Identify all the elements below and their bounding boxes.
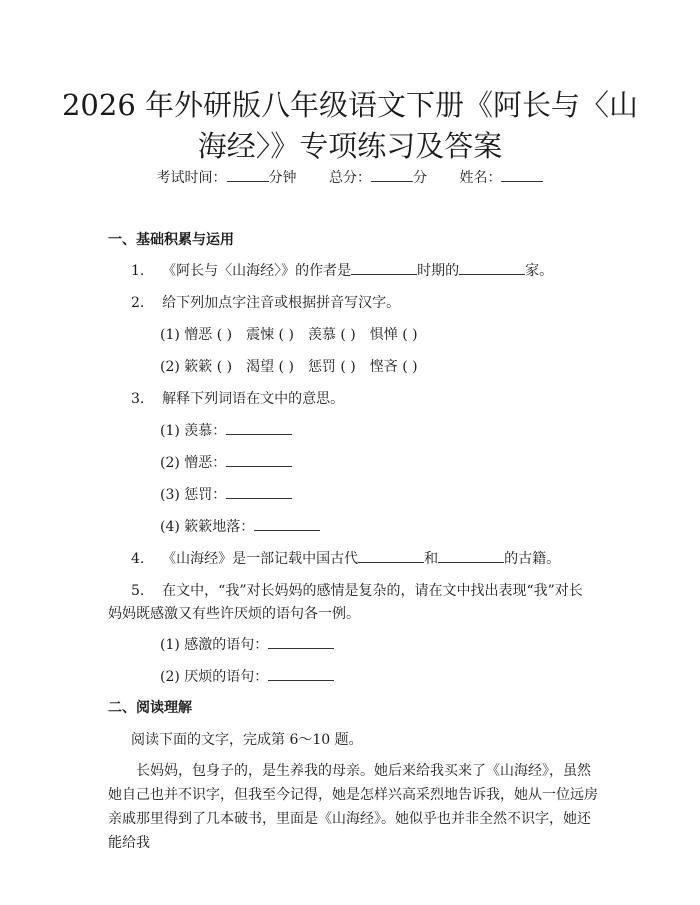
answer-blank[interactable] bbox=[226, 452, 292, 467]
pinyin-row-1 bbox=[160, 324, 432, 346]
pinyin-item: 渴望 ( ) bbox=[246, 359, 294, 375]
reading-passage: 长妈妈，包身子的，是生养我的母亲。她后来给我买来了《山海经》，虽然她自己也并不识字，但我至今记得，她是怎样兴高采烈地告诉我，她从一位远房亲戚那里得到了几本破书，里面是《山海经》。她似乎也并非全然不识字，她还能给我 bbox=[108, 763, 598, 851]
pinyin-item: (2) 簌簌 ( ) bbox=[160, 359, 233, 375]
question-text: 《阿长与〈山海经〉》的作者是 bbox=[162, 263, 352, 279]
definition-label: (3) 惩罚： bbox=[160, 487, 227, 503]
section-heading-basics: 一、基础积累与运用 bbox=[108, 232, 234, 248]
time-blank[interactable] bbox=[227, 167, 269, 182]
reading-intro: 阅读下面的文字，完成第 6～10 题。 bbox=[131, 732, 363, 748]
definition-item bbox=[160, 484, 292, 506]
question-4 bbox=[131, 548, 560, 570]
definition-item bbox=[160, 516, 320, 538]
answer-blank[interactable] bbox=[226, 484, 292, 499]
score-label: 总分： bbox=[329, 170, 371, 186]
time-unit: 分钟 bbox=[268, 170, 297, 186]
example-item bbox=[160, 666, 334, 688]
question-text: 时期的 bbox=[417, 263, 460, 279]
question-number: 2. bbox=[131, 295, 145, 311]
pinyin-item: 惩罚 ( ) bbox=[307, 359, 356, 375]
question-text: 解释下列词语在文中的意思。 bbox=[162, 391, 345, 407]
example-label: (2) 厌烦的语句： bbox=[160, 669, 269, 685]
question-number: 1. bbox=[131, 263, 145, 279]
question-number: 3. bbox=[131, 391, 145, 407]
answer-blank[interactable] bbox=[268, 634, 334, 649]
question-text: 给下列加点字注音或根据拼音写汉字。 bbox=[162, 295, 401, 311]
question-5-continued: 妈妈既感激又有些许厌烦的语句各一例。 bbox=[108, 606, 360, 622]
name-blank[interactable] bbox=[501, 167, 543, 182]
answer-blank[interactable] bbox=[268, 666, 334, 681]
definition-item bbox=[160, 420, 292, 442]
answer-blank[interactable] bbox=[438, 548, 504, 563]
time-label: 考试时间： bbox=[156, 170, 227, 186]
score-blank[interactable] bbox=[371, 167, 413, 182]
question-number: 4. bbox=[131, 551, 145, 567]
question-number: 5. bbox=[131, 583, 145, 599]
pinyin-item: 震悚 ( ) bbox=[246, 327, 294, 343]
exam-meta bbox=[0, 167, 700, 189]
score-unit: 分 bbox=[413, 170, 427, 186]
exam-score bbox=[329, 170, 427, 186]
pinyin-item: 羡慕 ( ) bbox=[307, 327, 356, 343]
definition-label: (1) 羡慕： bbox=[160, 423, 227, 439]
section-heading-reading: 二、阅读理解 bbox=[108, 700, 192, 716]
page-title-line1: 2026 年外研版八年级语文下册《阿长与〈山 bbox=[61, 88, 639, 122]
question-text: 家。 bbox=[525, 263, 554, 279]
exam-name bbox=[459, 170, 543, 186]
question-1 bbox=[131, 260, 553, 282]
answer-blank[interactable] bbox=[254, 516, 320, 531]
pinyin-item: (1) 憎恶 ( ) bbox=[160, 327, 233, 343]
question-5 bbox=[131, 580, 583, 602]
name-label: 姓名： bbox=[459, 170, 502, 186]
question-text: 《山海经》是一部记载中国古代 bbox=[162, 551, 359, 567]
exam-time bbox=[157, 170, 297, 186]
answer-blank[interactable] bbox=[351, 260, 417, 275]
question-3 bbox=[131, 388, 344, 410]
definition-item bbox=[160, 452, 292, 474]
pinyin-item: 惧惮 ( ) bbox=[369, 327, 418, 343]
question-2 bbox=[131, 292, 400, 314]
pinyin-row-2 bbox=[160, 356, 432, 378]
page-title-line2: 海经〉》专项练习及答案 bbox=[197, 129, 503, 163]
pinyin-item: 悭吝 ( ) bbox=[369, 359, 418, 375]
answer-blank[interactable] bbox=[226, 420, 292, 435]
question-text: 的古籍。 bbox=[504, 551, 561, 567]
example-label: (1) 感激的语句： bbox=[160, 637, 269, 653]
answer-blank[interactable] bbox=[459, 260, 525, 275]
definition-label: (2) 憎恶： bbox=[160, 455, 227, 471]
definition-label: (4) 簌簌地落： bbox=[160, 519, 255, 535]
question-text: 和 bbox=[424, 551, 439, 567]
example-item bbox=[160, 634, 334, 656]
answer-blank[interactable] bbox=[358, 548, 424, 563]
question-text: 在文中，“我”对长妈妈的感情是复杂的，请在文中找出表现“我”对长 bbox=[162, 583, 583, 599]
